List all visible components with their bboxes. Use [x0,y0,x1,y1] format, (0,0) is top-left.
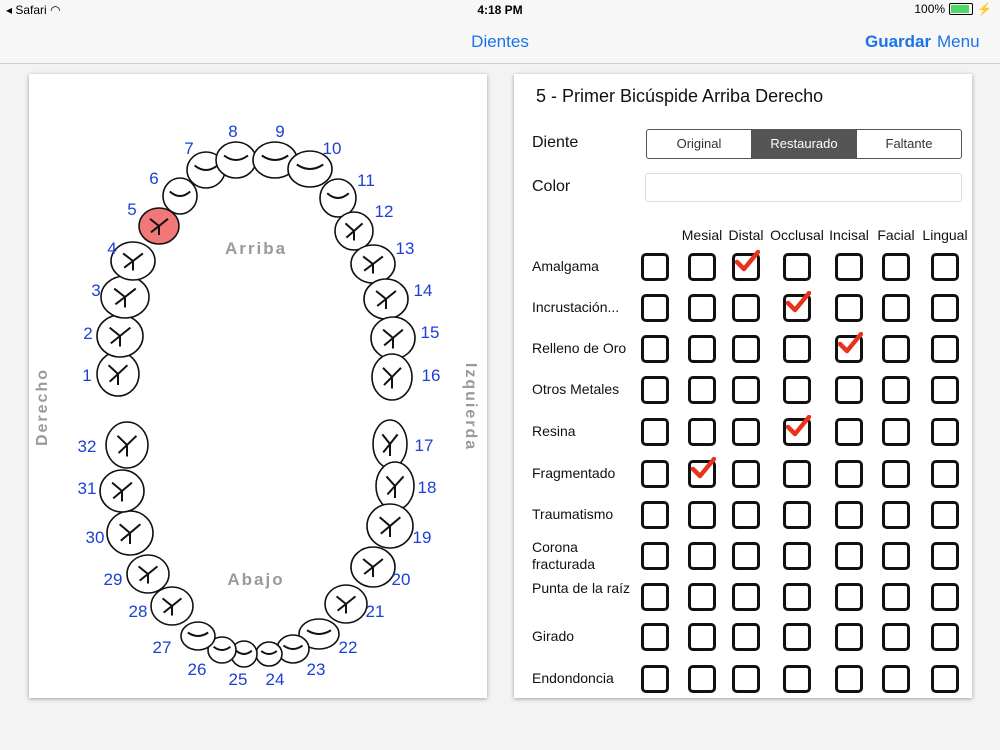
tooth-number-16: 16 [421,366,441,385]
left-side-label: Izquierda [462,362,479,452]
tooth-number-15: 15 [420,323,440,342]
condition-checkbox[interactable] [783,376,811,404]
column-header-lingual: Lingual [922,227,968,243]
condition-checkbox[interactable] [688,253,716,281]
panel-title: 5 - Primer Bicúspide Arriba Derecho [536,86,824,106]
condition-checkbox[interactable] [882,542,910,570]
checkmark-icon [690,457,716,481]
condition-checkbox[interactable] [641,294,669,322]
tooth-number-14: 14 [413,281,433,300]
carrier[interactable]: ◂ Safari ◠ [6,3,61,17]
right-side-label: Derecho [34,367,51,447]
tooth-number-21: 21 [365,602,385,621]
condition-checkbox[interactable] [882,253,910,281]
tooth-number-28: 28 [128,602,148,621]
condition-checkbox[interactable] [931,583,959,611]
row-label: Amalgama [532,258,599,274]
condition-checkbox[interactable] [732,253,760,281]
tooth-number-4: 4 [107,239,117,258]
upper-arch-label: Arriba [224,239,288,258]
row-label: Corona fracturada [532,539,596,572]
tooth-number-31: 31 [77,479,97,498]
condition-checkbox[interactable] [882,294,910,322]
color-input[interactable] [645,173,962,202]
charging-icon: ⚡ [977,2,992,16]
condition-checkbox[interactable] [783,542,811,570]
dental-chart-card [29,74,487,698]
battery-icon [949,3,973,15]
tooth-number-13: 13 [395,239,415,258]
condition-checkbox[interactable] [732,335,760,363]
tooth-number-22: 22 [338,638,358,657]
condition-checkbox[interactable] [732,294,760,322]
tooth-number-32: 32 [77,437,97,456]
condition-checkbox[interactable] [688,542,716,570]
condition-checkbox[interactable] [732,665,760,693]
condition-checkbox[interactable] [641,665,669,693]
column-header-occlusal: Occlusal [770,227,824,243]
condition-checkbox[interactable] [688,583,716,611]
condition-checkbox[interactable] [641,583,669,611]
tooth-number-8: 8 [228,122,238,141]
tooth-number-2: 2 [83,324,93,343]
condition-checkbox[interactable] [835,460,863,488]
column-header-facial: Facial [877,227,915,243]
tooth-number-6: 6 [149,169,159,188]
menu-button[interactable]: Menu [937,32,980,51]
segment-restaurado[interactable]: Restaurado [751,130,856,158]
condition-checkbox[interactable] [931,542,959,570]
condition-checkbox[interactable] [835,501,863,529]
condition-checkbox[interactable] [688,418,716,446]
segment-original[interactable]: Original [676,136,722,151]
condition-checkbox[interactable] [732,623,760,651]
condition-checkbox[interactable] [688,294,716,322]
tooth-number-12: 12 [374,202,394,221]
clock: 4:18 PM [477,3,523,17]
row-label: Relleno de Oro [532,340,627,356]
tooth-number-17: 17 [414,436,434,455]
tooth-number-9: 9 [275,122,285,141]
row-label: Endondoncia [532,670,614,686]
row-label: Otros Metales [532,381,620,397]
navigation-bar [0,20,1000,64]
condition-checkbox[interactable] [783,418,811,446]
tooth-number-11: 11 [357,171,375,190]
condition-checkbox[interactable] [688,376,716,404]
tooth-number-30: 30 [85,528,105,547]
checkmark-icon [734,250,760,274]
condition-checkbox[interactable] [732,418,760,446]
wifi-icon: ◠ [50,3,61,17]
condition-checkbox[interactable] [931,335,959,363]
color-label: Color [532,178,571,195]
tooth-number-23: 23 [306,660,326,679]
row-label: Incrustación... [532,299,620,315]
condition-checkbox[interactable] [641,623,669,651]
column-header-incisal: Incisal [829,227,869,243]
tooth-number-1: 1 [82,366,92,385]
condition-checkbox[interactable] [835,376,863,404]
condition-checkbox[interactable] [688,665,716,693]
condition-checkbox[interactable] [835,335,863,363]
condition-checkbox[interactable] [931,253,959,281]
condition-checkbox[interactable] [882,335,910,363]
tooth-number-20: 20 [391,570,411,589]
tooth-label: Diente [532,134,579,151]
tooth-detail-panel [514,74,972,698]
condition-checkbox[interactable] [688,335,716,363]
tooth-number-27: 27 [152,638,172,657]
condition-checkbox[interactable] [783,501,811,529]
condition-checkbox[interactable] [732,583,760,611]
condition-checkbox[interactable] [931,418,959,446]
condition-checkbox[interactable] [835,253,863,281]
tooth-number-3: 3 [91,281,101,300]
condition-checkbox[interactable] [783,335,811,363]
tooth-number-7: 7 [184,139,194,158]
dental-chart [29,74,487,698]
condition-checkbox[interactable] [882,665,910,693]
carrier-label: Safari [15,3,47,17]
row-label: Girado [532,628,575,644]
condition-checkbox[interactable] [688,623,716,651]
column-header-distal: Distal [728,227,764,243]
status-bar [0,0,1000,20]
condition-checkbox[interactable] [882,623,910,651]
tooth-number-5: 5 [127,200,137,219]
checkmark-icon [785,415,811,439]
condition-checkbox[interactable] [931,665,959,693]
condition-checkbox[interactable] [641,376,669,404]
row-label: Resina [532,423,576,439]
save-button[interactable]: Guardar [865,32,932,51]
row-label: Fragmentado [532,465,616,481]
row-label: Traumatismo [532,506,614,522]
condition-checkbox[interactable] [835,583,863,611]
tooth-number-19: 19 [412,528,432,547]
condition-checkbox[interactable] [641,542,669,570]
condition-checkbox[interactable] [931,623,959,651]
condition-checkbox[interactable] [835,294,863,322]
tooth-state-segmented-control [646,129,962,159]
tooth-number-24: 24 [265,670,285,689]
tooth-number-18: 18 [417,478,437,497]
condition-checkbox[interactable] [783,460,811,488]
condition-checkbox[interactable] [882,501,910,529]
condition-checkbox[interactable] [931,460,959,488]
condition-checkbox[interactable] [641,253,669,281]
condition-checkbox[interactable] [641,335,669,363]
condition-checkbox[interactable] [931,294,959,322]
condition-checkbox[interactable] [783,294,811,322]
condition-checkbox[interactable] [783,665,811,693]
condition-checkbox[interactable] [732,376,760,404]
battery-area [914,2,992,16]
segment-faltante[interactable]: Faltante [856,130,961,158]
column-header-mesial: Mesial [681,227,723,243]
condition-checkbox[interactable] [931,501,959,529]
condition-checkbox[interactable] [835,623,863,651]
condition-checkbox[interactable] [641,418,669,446]
lower-arch-label: Abajo [227,570,285,589]
tooth-number-29: 29 [103,570,123,589]
tooth-number-26: 26 [187,660,207,679]
condition-checkbox[interactable] [688,501,716,529]
nav-title: Dientes [471,32,529,51]
condition-checkbox[interactable] [835,542,863,570]
checkmark-icon [785,291,811,315]
tooth-number-25: 25 [228,670,248,689]
condition-checkbox[interactable] [641,460,669,488]
condition-checkbox[interactable] [688,460,716,488]
condition-checkbox[interactable] [835,665,863,693]
tooth-number-10: 10 [322,139,342,158]
condition-checkbox[interactable] [835,418,863,446]
condition-checkbox[interactable] [732,542,760,570]
condition-checkbox[interactable] [882,460,910,488]
battery-percent: 100% [914,2,946,16]
condition-checkbox[interactable] [931,376,959,404]
condition-checkbox[interactable] [732,460,760,488]
condition-checkbox[interactable] [783,623,811,651]
checkmark-icon [837,332,863,356]
condition-checkbox[interactable] [783,583,811,611]
row-label: Punta de la raíz [532,580,631,596]
condition-checkbox[interactable] [882,583,910,611]
condition-checkbox[interactable] [641,501,669,529]
condition-checkbox[interactable] [882,376,910,404]
condition-checkbox[interactable] [882,418,910,446]
condition-checkbox[interactable] [783,253,811,281]
condition-checkbox[interactable] [732,501,760,529]
